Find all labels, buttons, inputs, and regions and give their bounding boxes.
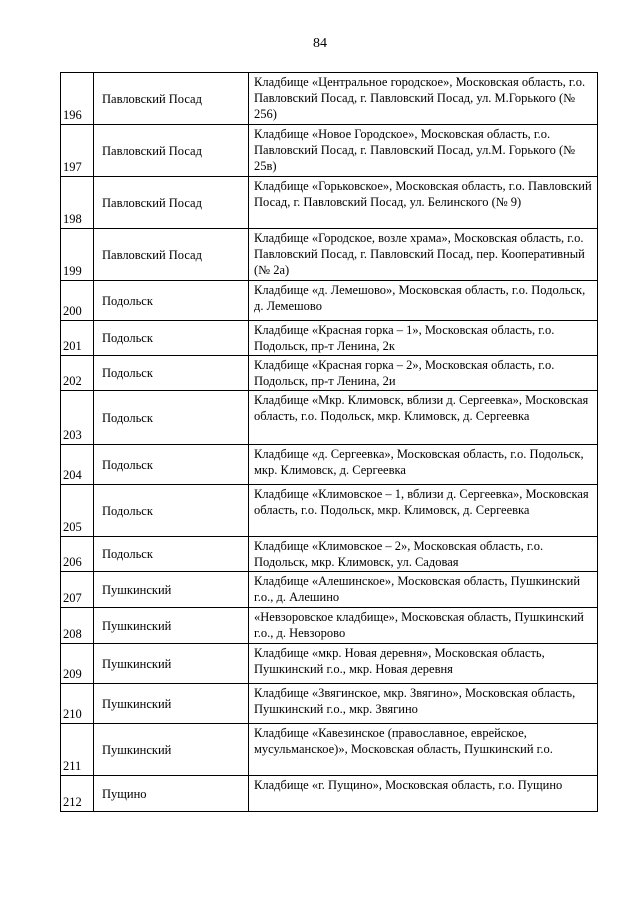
cemetery-description-cell: «Невзоровское кладбище», Московская область, Пушкинский г.о., д. Невзорово [249, 608, 598, 644]
table-row [61, 73, 598, 125]
municipality-cell: Пушкинский [94, 684, 249, 724]
cemetery-description-cell: Кладбище «г. Пущино», Московская область, г.о. Пущино [249, 776, 598, 812]
row-number: 200 [61, 281, 94, 321]
municipality-cell: Пушкинский [94, 608, 249, 644]
cemetery-description-cell: Кладбище «д. Сергеевка», Московская область, г.о. Подольск, мкр. Климовск, д. Сергеевка [249, 445, 598, 485]
row-number: 211 [61, 724, 94, 776]
cemetery-description-cell: Кладбище «Красная горка – 2», Московская область, г.о. Подольск, пр-т Ленина, 2и [249, 356, 598, 391]
row-number: 210 [61, 684, 94, 724]
cemetery-description-cell: Кладбище «Городское, возле храма», Московская область, г.о. Павловский Посад, г. Павловский Посад, пер. Кооперативный (№ 2а) [249, 229, 598, 281]
municipality-cell: Подольск [94, 356, 249, 391]
row-number: 201 [61, 321, 94, 356]
municipality-cell: Пущино [94, 776, 249, 812]
row-number: 203 [61, 391, 94, 445]
table-row [61, 125, 598, 177]
table-row [61, 572, 598, 608]
table-row [61, 485, 598, 537]
table-row [61, 644, 598, 684]
row-number: 207 [61, 572, 94, 608]
municipality-cell: Подольск [94, 445, 249, 485]
municipality-cell: Подольск [94, 391, 249, 445]
row-number: 198 [61, 177, 94, 229]
cemetery-description-cell: Кладбище «Климовское – 2», Московская область, г.о. Подольск, мкр. Климовск, ул. Садовая [249, 537, 598, 572]
table-row [61, 281, 598, 321]
row-number: 202 [61, 356, 94, 391]
municipality-cell: Пушкинский [94, 724, 249, 776]
municipality-cell: Павловский Посад [94, 177, 249, 229]
row-number: 196 [61, 73, 94, 125]
municipality-cell: Пушкинский [94, 572, 249, 608]
municipality-cell: Пушкинский [94, 644, 249, 684]
municipality-cell: Подольск [94, 537, 249, 572]
table-row [61, 537, 598, 572]
table-row [61, 321, 598, 356]
row-number: 205 [61, 485, 94, 537]
table-row [61, 356, 598, 391]
cemetery-table [60, 72, 598, 812]
cemetery-description-cell: Кладбище «д. Лемешово», Московская область, г.о. Подольск, д. Лемешово [249, 281, 598, 321]
table-row [61, 445, 598, 485]
municipality-cell: Подольск [94, 281, 249, 321]
cemetery-description-cell: Кладбище «Новое Городское», Московская область, г.о. Павловский Посад, г. Павловский Посад, ул.М. Горького (№ 25в) [249, 125, 598, 177]
cemetery-description-cell: Кладбище «Климовское – 1, вблизи д. Сергеевка», Московская область, г.о. Подольск, мкр. Климовск, д. Сергеевка [249, 485, 598, 537]
cemetery-description-cell: Кладбище «Мкр. Климовск, вблизи д. Сергеевка», Московская область, г.о. Подольск, мкр. Климовск, д. Сергеевка [249, 391, 598, 445]
row-number: 206 [61, 537, 94, 572]
cemetery-description-cell: Кладбище «Звягинское, мкр. Звягино», Московская область, Пушкинский г.о., мкр. Звягино [249, 684, 598, 724]
table-row [61, 177, 598, 229]
municipality-cell: Подольск [94, 321, 249, 356]
row-number: 204 [61, 445, 94, 485]
table-row [61, 684, 598, 724]
municipality-cell: Павловский Посад [94, 73, 249, 125]
cemetery-description-cell: Кладбище «Красная горка – 1», Московская область, г.о. Подольск, пр-т Ленина, 2к [249, 321, 598, 356]
row-number: 197 [61, 125, 94, 177]
row-number: 209 [61, 644, 94, 684]
cemetery-description-cell: Кладбище «Кавезинское (православное, еврейское, мусульманское)», Московская область, Пушкинский г.о. [249, 724, 598, 776]
row-number: 212 [61, 776, 94, 812]
row-number: 199 [61, 229, 94, 281]
table-row [61, 776, 598, 812]
page-number: 84 [313, 36, 327, 51]
table-row [61, 229, 598, 281]
cemetery-description-cell: Кладбище «Горьковское», Московская область, г.о. Павловский Посад, г. Павловский Посад, ул. Белинского (№ 9) [249, 177, 598, 229]
cemetery-description-cell: Кладбище «Алешинское», Московская область, Пушкинский г.о., д. Алешино [249, 572, 598, 608]
cemetery-description-cell: Кладбище «Центральное городское», Московская область, г.о. Павловский Посад, г. Павловский Посад, ул. М.Горького (№ 256) [249, 73, 598, 125]
table-row [61, 608, 598, 644]
row-number: 208 [61, 608, 94, 644]
municipality-cell: Подольск [94, 485, 249, 537]
table-body [61, 73, 598, 812]
municipality-cell: Павловский Посад [94, 229, 249, 281]
cemetery-description-cell: Кладбище «мкр. Новая деревня», Московская область, Пушкинский г.о., мкр. Новая деревня [249, 644, 598, 684]
table-row [61, 724, 598, 776]
municipality-cell: Павловский Посад [94, 125, 249, 177]
table-row [61, 391, 598, 445]
